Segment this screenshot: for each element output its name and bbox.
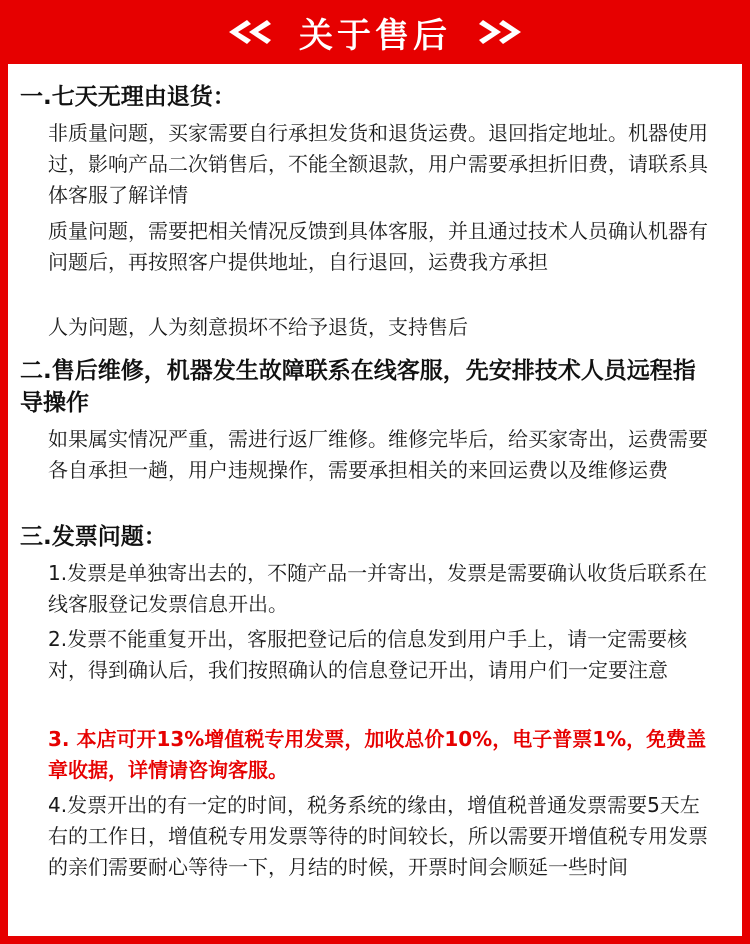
invoice-item-4: 4.发票开出的有一定的时间，税务系统的缘由，增值税普通发票需要5天左右的工作日，增值税专用发票等待的时间较长，所以需要开增值税专用发票的亲们需要耐心等待一下，月结的时候，开票时间会顺延一些时间 bbox=[48, 793, 708, 879]
repair-paragraph-1: 如果属实情况严重，需进行返厂维修。维修完毕后，给买家寄出，运费需要各自承担一趟，用户违规操作，需要承担相关的来回运费以及维修运费 bbox=[48, 427, 708, 482]
page-title: 关于售后 bbox=[299, 15, 451, 56]
double-chevron-left-icon bbox=[225, 18, 273, 46]
section-repair-title: 二.售后维修，机器发生故障联系在线客服，先安排技术人员远程指 bbox=[20, 358, 696, 384]
double-chevron-right-icon bbox=[477, 18, 525, 46]
section-invoice-title: 三.发票问题： bbox=[20, 524, 167, 550]
section-repair-title-cont: 导操作 bbox=[20, 390, 89, 416]
section-return-title: 一.七天无理由退货： bbox=[20, 84, 236, 110]
invoice-item-1: 1.发票是单独寄出去的，不随产品一并寄出，发票是需要确认收货后联系在线客服登记发票信息开出。 bbox=[48, 561, 708, 616]
invoice-item-2: 2.发票不能重复开出，客服把登记后的信息发到用户手上，请一定需要核对，得到确认后，我们按照确认的信息登记开出，请用户们一定要注意 bbox=[48, 627, 688, 682]
return-paragraph-3: 人为问题，人为刻意损坏不给予退货，支持售后 bbox=[48, 315, 468, 339]
invoice-item-3-highlight: 3. 本店可开13%增值税专用发票，加收总价10%，电子普票1%，免费盖章收据，详情请咨询客服。 bbox=[48, 727, 707, 782]
header-banner bbox=[0, 0, 750, 64]
return-paragraph-1: 非质量问题，买家需要自行承担发货和退货运费。退回指定地址。机器使用过，影响产品二次销售后，不能全额退款，用户需要承担折旧费，请联系具体客服了解详情 bbox=[48, 121, 708, 207]
return-paragraph-2: 质量问题，需要把相关情况反馈到具体客服，并且通过技术人员确认机器有问题后，再按照客户提供地址，自行退回，运费我方承担 bbox=[48, 219, 708, 274]
